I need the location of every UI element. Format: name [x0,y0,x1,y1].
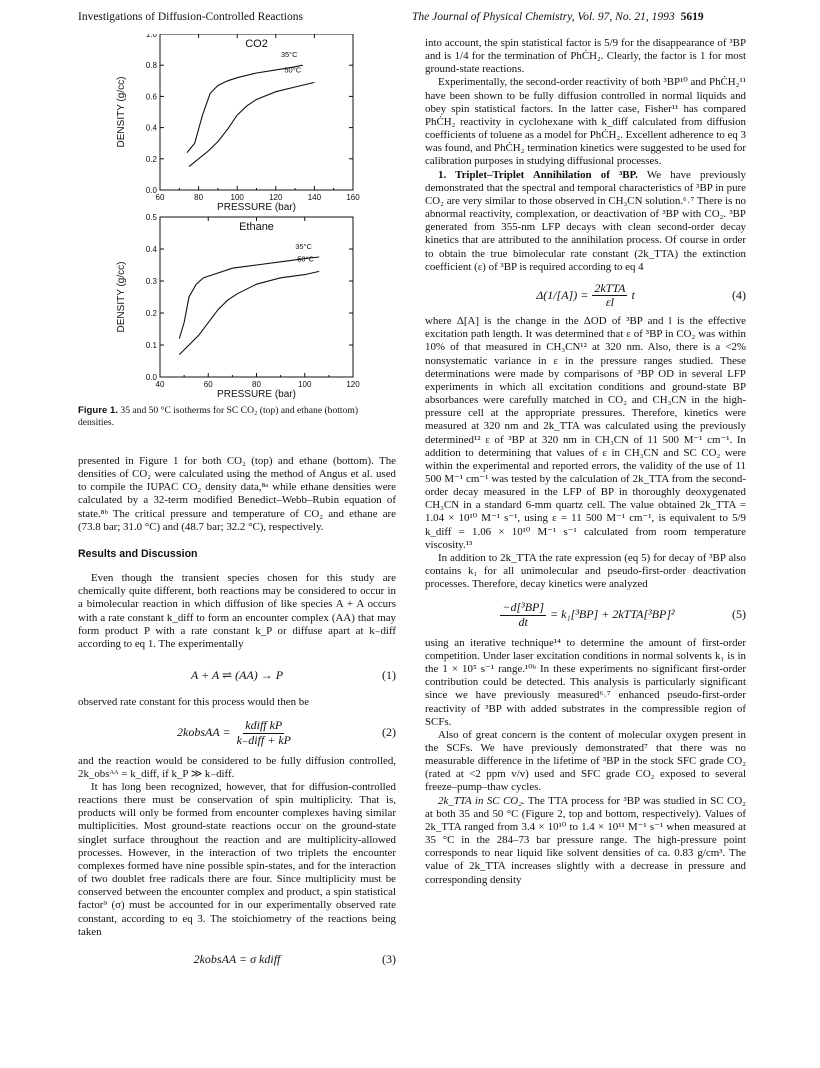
section-heading: Results and Discussion [78,547,198,560]
co2-x-tick-label: 160 [346,193,360,202]
journal-citation: The Journal of Physical Chemistry, Vol. 97, No. 21, 1993 [412,11,675,23]
co2-y-tick-label: 0.6 [145,92,157,102]
equation-1-body: A + A ⇌ (AA) → P [190,668,284,683]
figure-1-svg [78,34,396,404]
ethane-series-line-35c [179,257,319,339]
ethane-y-tick-label: 0.0 [145,373,157,382]
equation-number: (4) [732,287,746,302]
fraction-numerator: kdiff kP [245,718,283,733]
equation-1 [78,669,396,682]
paragraph: In addition to 2k_TTA the rate expression (eq 5) for decay of ³BP also contains k₁ for all unimolecular and pseudo-first-order deactivation processes. Therefore, decay kinetics were analyzed [425,551,746,591]
equation-5 [425,601,746,628]
equation-number: (5) [732,607,746,622]
subsection-heading: 2k_TTA in SC CO₂. [438,794,525,807]
subsection-heading: 1. Triplet–Triplet Annihilation of ³BP. [438,168,638,181]
equation-number: (3) [382,951,396,966]
co2-series-line-35c [187,65,303,152]
equation-number: (1) [382,668,396,683]
equation-2-fraction [235,719,293,746]
ethane-chart-title: Ethane [239,221,274,233]
figure-caption-label: Figure 1. [78,405,118,416]
ethane-y-tick-label: 0.2 [145,309,157,318]
co2-y-tick-label: 1.0 [145,34,157,39]
fraction-denominator: k₋diff + kP [236,732,291,747]
equation-4-lhs: Δ(1/[A]) = [536,287,589,302]
fraction-denominator: εl [605,294,614,309]
ethane-y-tick-label: 0.5 [145,213,157,222]
equation-number: (2) [382,725,396,740]
co2-series-label: 50°C [284,65,302,75]
paragraph: observed rate constant for this process would then be [78,696,310,709]
paragraph: Even though the transient species chosen for this study are chemically quite different, both reactions may be considered to occur in a bimolecular reaction in which diffusion of like species A + A occurs with a rate constant k_diff to form an encounter complex (AA) that may form product P with a rate constant k_P or diffuse apart at k₋diff according to eq 1. The experimentally [78,572,396,650]
ethane-x-tick-label: 100 [298,380,312,389]
paragraph: Experimentally, the second-order reactivity of both ³BP¹⁰ and PhĊH₂¹¹ have been shown to be fully diffusion controlled in normal liquids and obey spin statistical factors. In the latter case, Fisher¹¹ has compared PhĊH₂ reactivity in cyclohexane with k_diff calculated from diffusion coefficients of toluene as a model for PhĊH₂. Excellent adherence to eq 3 was found, and PhĊH₂ termination kinetics were suggested to be used for calibration purposes in studying diffusional processes. [425,76,746,168]
ethane-x-axis-label: PRESSURE (bar) [217,389,296,400]
ethane-series-label: 50°C [297,254,314,264]
co2-y-tick-label: 0.8 [145,61,157,71]
co2-y-tick-label: 0.0 [145,186,157,195]
equation-4-fraction [592,282,627,309]
paragraph-text: The TTA process for ³BP was studied in SC CO₂ at both 35 and 50 °C (Figure 2, top and bottom, respectively). Values of 2k_TTA ranged from 3.4 × 10¹⁰ to 1.4 × 10¹¹ M⁻¹ s⁻¹ when measured at 35 °C in the 284–73 bar pressure range. The high-pressure point corresponds to near liquid like solvent densities of ca. 0.83 g/cm³. The value of 2k_TTA increases slightly with a decrease in pressure and corresponding density [425,794,746,886]
paragraph: Also of great concern is the content of molecular oxygen present in the SCFs. We have previously demonstrated⁷ that there was no measurable difference in the lifetime of ³BP in the stock SFC grade CO₂ (rated at <2 ppm v/v) used and SFC grade CO₂ exposed to several freeze–pump–thaw cycles. [425,728,746,794]
equation-4 [425,282,746,309]
ethane-series-line-50c [179,271,319,354]
paragraph: and the reaction would be considered to be fully diffusion controlled, 2k_obsᴬᴬ = k_diff, if k_P ≫ k₋diff. [78,754,396,780]
ethane-y-tick-label: 0.3 [145,277,157,286]
running-header-title: Investigations of Diffusion-Controlled Reactions [78,11,303,23]
co2-x-axis-label: PRESSURE (bar) [217,202,296,213]
equation-3 [78,953,396,966]
co2-y-tick-label: 0.2 [145,154,157,164]
figure-caption-text: 35 and 50 °C isotherms for SC CO₂ (top) and ethane (bottom) densities. [78,405,359,428]
co2-x-tick-label: 60 [155,193,165,202]
paragraph [425,169,746,274]
ethane-x-tick-label: 80 [252,380,261,389]
ethane-x-tick-label: 60 [203,380,213,389]
paragraph: presented in Figure 1 for both CO₂ (top) and ethane (bottom). The densities of CO₂ were calculated using the method of Angus et al. used to compile the IUPAC CO₂ density data,⁸ᵃ while ethane densities were calculated by a 32-term modified Benedict–Webb–Rubin equation of state.⁸ᵇ The critical pressure and temperature of CO₂ and ethane are (73.8 bar; 31.0 °C) and (48.7 bar; 32.2 °C), respectively. [78,455,396,533]
fraction-numerator: −d[³BP] [502,600,545,615]
right-text-column [425,37,746,887]
left-text-column [78,455,396,966]
co2-series-label: 35°C [280,50,298,60]
equation-5-rhs: = k₁[³BP] + 2kTTA[³BP]² [550,607,675,622]
equation-2 [78,719,396,746]
co2-plot-frame [160,34,353,190]
paragraph: into account, the spin statistical factor is 5/9 for the disappearance of ³BP and is 1/4 for the termination of PhĊH₂. Clearly, the factor is 1 for most ground-state reactions. [425,37,746,76]
ethane-series-label: 35°C [295,242,312,251]
fraction-denominator: dt [518,614,528,629]
paragraph: where Δ[A] is the change in the ΔOD of ³BP and l is the effective excitation path length. It was determined that ε of ³BP in CO₂ was within 10% of that measured in CH₃CN¹² at 320 nm. Also, there is a <2% nonsystematic variance in ε in the pressure ranges studied. These determinations were made by comparisons of ³BP OD in several LFP experiments in which all excitation conditions and ground-state BP absorbances were carefully matched in CO₂ and CH₃CN in the high-pressure cell at the appropriate pressures. Therefore, kinetics were measured at 320 nm and 2k_TTA was calculated using the previously determined¹² ε of ³BP at 320 nm in CH₃CN of 11 500 M⁻¹ cm⁻¹. In addition to determining that values of ε in CH₃CN and SC CO₂ were within the experimental and reported errors, the validity of the use of 11 500 M⁻¹ cm⁻¹ was tested by the calculation of 2k_TTA from the second-order decay measured in the LFP of BP in thoroughly deoxygenated CH₃CN in a standard 6-mm quartz cell. The value obtained 2k_TTA = 1.04 × 10¹⁰ M⁻¹ s⁻¹, using ε = 11 500 M⁻¹ cm⁻¹, is equivalent to 5/9 k_diff = 1.06 × 10¹⁰ M⁻¹ s⁻¹ calculated from room temperature viscosity.¹³ [425,315,746,551]
paragraph-text: We have previously demonstrated that the spectral and temporal characteristics of ³BP in pure CO₂ are very similar to those observed in CH₃CN solution.⁶˒⁷ There is no abnormal reactivity, complexation, or deactivation of ³BP with CO₂. ³BP generated from 355-nm LFP decays with clean second-order decay kinetics that are attributed to the annihilation process. Of course in order to obtain the true bimolecular rate constant (2k_TTA) the extinction coefficient (ε) of ³BP is required according to eq 4 [425,168,747,273]
paragraph [425,795,746,887]
figure-1 [78,34,396,404]
fraction-numerator: 2kTTA [594,280,626,295]
co2-x-tick-label: 80 [194,193,204,202]
figure-caption [78,405,396,428]
running-header-journal [412,11,704,23]
ethane-x-tick-label: 40 [155,380,165,389]
page-number: 5619 [680,11,704,23]
co2-x-tick-label: 100 [230,193,244,202]
ethane-y-tick-label: 0.4 [145,245,157,254]
equation-4-tail: t [631,287,635,302]
ethane-y-axis-label: DENSITY (g/cc) [116,261,127,333]
ethane-x-tick-label: 120 [346,380,360,389]
ethane-y-tick-label: 0.1 [145,341,157,350]
equation-3-body: 2kobsAA = σ kdiff [193,951,281,966]
equation-2-lhs: 2kobsAA = [177,725,231,740]
co2-x-tick-label: 140 [307,193,322,202]
co2-x-tick-label: 120 [269,193,283,202]
co2-chart-title: CO2 [245,38,268,50]
co2-y-axis-label: DENSITY (g/cc) [116,76,127,148]
co2-y-tick-label: 0.4 [145,123,157,133]
equation-5-fraction [500,601,546,628]
paragraph: using an iterative technique¹⁴ to determine the amount of first-order competition. Under laser excitation conditions in normal solvents k₁ is in the 1 × 10⁵ s⁻¹ range.¹⁰ᵇ In these experiments no significant first-order contribution could be detected. This analysis is particularly significant since we have previously measured⁶˒⁷ enhanced pseudo-first-order reactivity of ³BP with added substrates in the compressible region of SCFs. [425,636,746,728]
co2-series-line-50c [189,82,314,166]
paragraph: It has long been recognized, however, that for diffusion-controlled reactions there must be conservation of spin multiplicity. That is, products will only be formed from encounter complexes having similar multiplicities. Most ground-state reactions occur on the ground-state singlet surface throughout the reaction and are multiplicity-allowed processes. However, in the interaction of two triplets the encounter complexes formed have nine possible spin-states, and for the interaction of two doublet free radicals there are four. Since multiplicity must be conserved between the encounter complex and product, a spin statistical factor⁹ (σ) must be accounted for in our experimentally observed rate constant, according to eq 3. The stoichiometry of the reactions being taken [78,780,396,938]
